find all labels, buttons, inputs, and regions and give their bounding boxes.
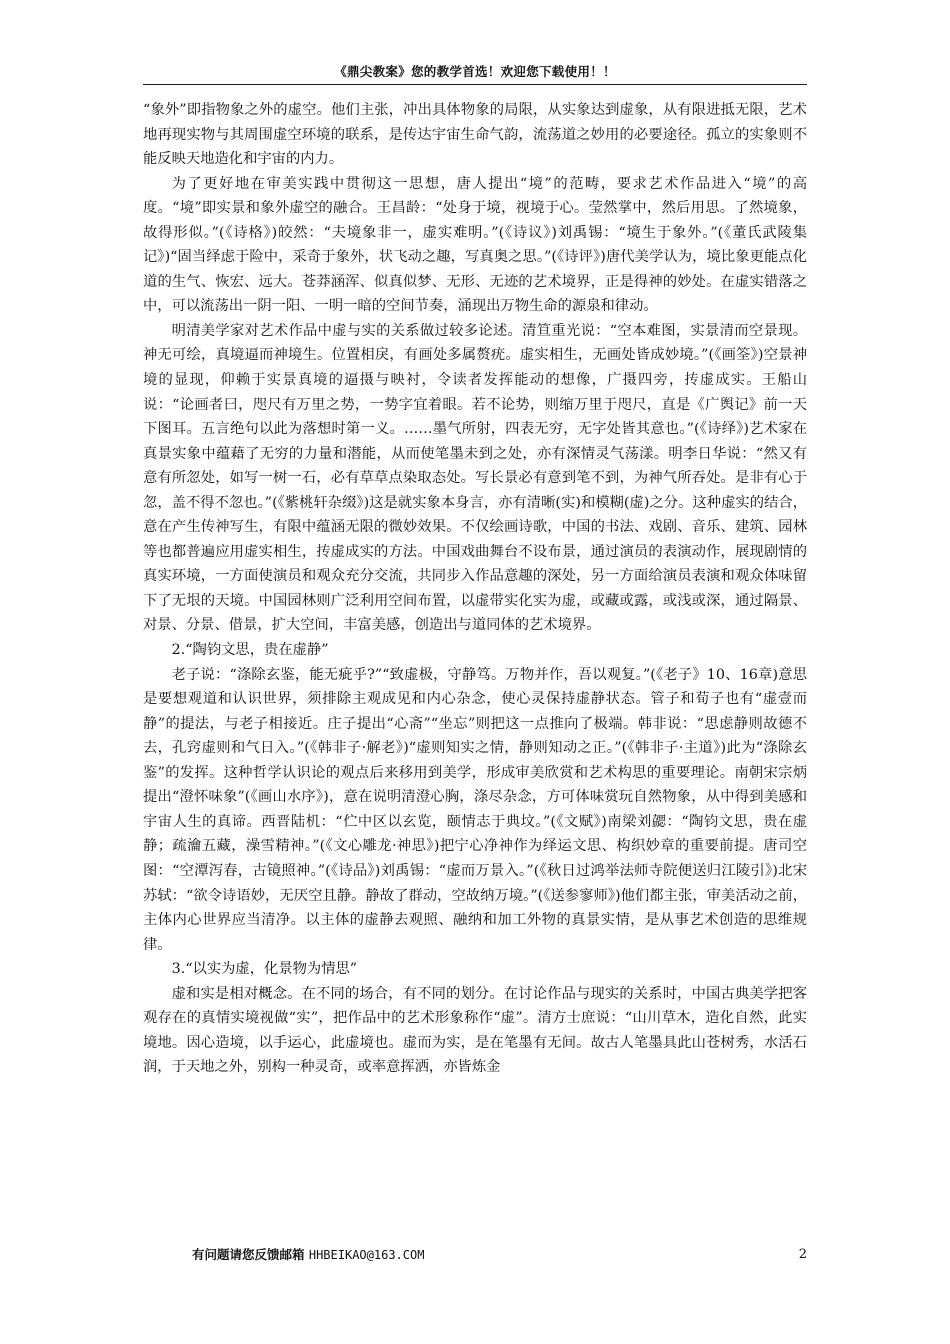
page-footer <box>192 1244 807 1266</box>
paragraph-ming-qing-xushi: 明清美学家对艺术作品中虚与实的关系做过较多论述。清笪重光说：“空本难图，实景清而空景现。神无可绘，真境逼而神境生。位置相戾，有画处多属赘疣。虚实相生，无画处皆成妙境。”(《画筌》)空景神境的显现，仰赖于实景真境的逼摄与映衬，令读者发挥能动的想像，广摄四旁，抟虚成实。王船山说：“论画者曰，咫尺有万里之势，一势字宜着眼。若不论势，则缩万里于咫尺，直是《广舆记》前一天下图耳。五言绝句以此为落想时第一义。……墨气所射，四表无穷，无字处皆其意也。”(《诗绎》)艺术家在真景实象中蕴藉了无穷的力量和潜能，从而使笔墨未到之处，亦有深情灵气荡漾。明李日华说：“然又有意有所忽处，如写一树一石，必有草草点染取态处。写长景必有意到笔不到，为神气所吞处。是非有心于忽，盖不得不忽也。”(《紫桃轩杂缀》)这是就实象本身言，亦有清晰(实)和模糊(虚)之分。这种虚实的结合，意在产生传神写生，有限中蕴涵无限的微妙效果。不仅绘画诗歌，中国的书法、戏剧、音乐、建筑、园林等也都普遍应用虚实相生，抟虚成实的方法。中国戏曲舞台不设布景，通过演员的表演动作，展现剧情的真实环境，一方面使演员和观众充分交流，共同步入作品意趣的深处，另一方面给演员表演和观众体味留下了无垠的天境。中国园林则广泛利用空间布置，以虚带实化实为虚，或藏或露，或浅或深，通过隔景、对景、分景、借景，扩大空间，丰富美感，创造出与道同体的艺术境界。 <box>143 322 807 634</box>
page-header: 《鼎尖教案》您的教学首选！欢迎您下载使用！！ <box>334 64 616 79</box>
section-heading-2: 2.“陶钧文思，贵在虚静” <box>171 642 329 659</box>
section-heading-3: 3.“以实为虚，化景物为情思” <box>171 961 358 978</box>
paragraph-tang-jing: 为了更好地在审美实践中贯彻这一思想，唐人提出“境”的范畴，要求艺术作品进入“境”的高度。“境”即实景和象外虚空的融合。王昌龄：“处身于境，视境于心。莹然掌中，然后用思。了然境象，故得形似。”(《诗格》)皎然：“夫境象非一，虚实难明。”(《诗议》)刘禹锡：“境生于象外。”(《董氏武陵集记》)“固当绎虑于险中，采奇于象外，状飞动之趣，写真奥之思。”(《诗评》)唐代美学认为，境比象更能点化道的生气、恢宏、远大。苍莽涵浑、似真似梦、无形、无迹的艺术境界，正是得神的妙处。在虚实错落之中，可以流荡出一阴一阳、一明一暗的空间节奏，涌现出万物生命的源泉和律动。 <box>143 175 807 315</box>
page-number: 2 <box>798 1247 807 1262</box>
paragraph-xujing: 老子说：“涤除玄鉴，能无疵乎?”“致虚极，守静笃。万物并作，吾以观复。”(《老子》10、16章)意思是要想观道和认识世界，须排除主观成见和内心杂念，使心灵保持虚静状态。管子和荀子也有“虚壹而静”的提法，与老子相接近。庄子提出“心斋”“坐忘”则把这一点推向了极端。韩非说：“思虑静则故德不去，孔窍虚则和气日入。”(《韩非子·解老》)“虚则知实之情，静则知动之正。”(《韩非子·主道》)此为“涤除玄鉴”的发挥。这种哲学认识论的观点后来移用到美学，形成审美欣赏和艺术构思的重要理论。南朝宋宗炳提出“澄怀味象”(《画山水序》)，意在说明清澄心胸，涤尽杂念，方可体味赏玩自然物象，从中得到美感和宇宙人生的真谛。西晋陆机：“伫中区以玄览，颐情志于典坟。”(《文赋》)南梁刘勰：“陶钧文思，贵在虚静；疏瀹五藏，澡雪精神。”(《文心雕龙·神思》)把宁心净神作为绎运文思、构织妙章的重要前提。唐司空图：“空潭泻春，古镜照神。”(《诗品》)刘禹锡：“虚而万景入。”(《秋日过鸿举法师寺院便送归江陵引》)北宋苏轼：“欲令诗语妙，无厌空且静。静故了群动，空故纳万境。”(《送参寥师》)他们都主张，审美活动之前，主体内心世界应当清净。以主体的虚静去观照、融纳和加工外物的真景实情，是从事艺术创造的思维规律。 <box>143 666 807 953</box>
document-body <box>143 98 807 1080</box>
footer-prefix: 有问题请您反馈邮箱 <box>192 1247 309 1262</box>
paragraph-xiangwai-continuation: “象外”即指物象之外的虚空。他们主张，冲出具体物象的局限，从实象达到虚象，从有限进抵无限，艺术地再现实物与其周围虚空环境的联系，是传达宇宙生命气韵，流荡道之妙用的必要途径。孤立的实象则不能反映天地造化和宇宙的内力。 <box>143 102 807 168</box>
footer-contact <box>192 1244 424 1266</box>
header-divider <box>143 84 807 85</box>
footer-email: HHBEIKAO@163.COM <box>308 1248 425 1262</box>
paragraph-xu-shi-relative: 虚和实是相对概念。在不同的场合，有不同的划分。在讨论作品与现实的关系时，中国古典美学把客观存在的真情实境视做“实”，把作品中的艺术形象称作“虚”。清方士庶说：“山川草木，造化自然，此实境地。因心造境，以手运心，此虚境也。虚而为实，是在笔墨有无间。故古人笔墨具此山苍树秀，水活石润，于天地之外，别构一种灵奇，或率意挥洒，亦皆炼金 <box>143 985 807 1076</box>
